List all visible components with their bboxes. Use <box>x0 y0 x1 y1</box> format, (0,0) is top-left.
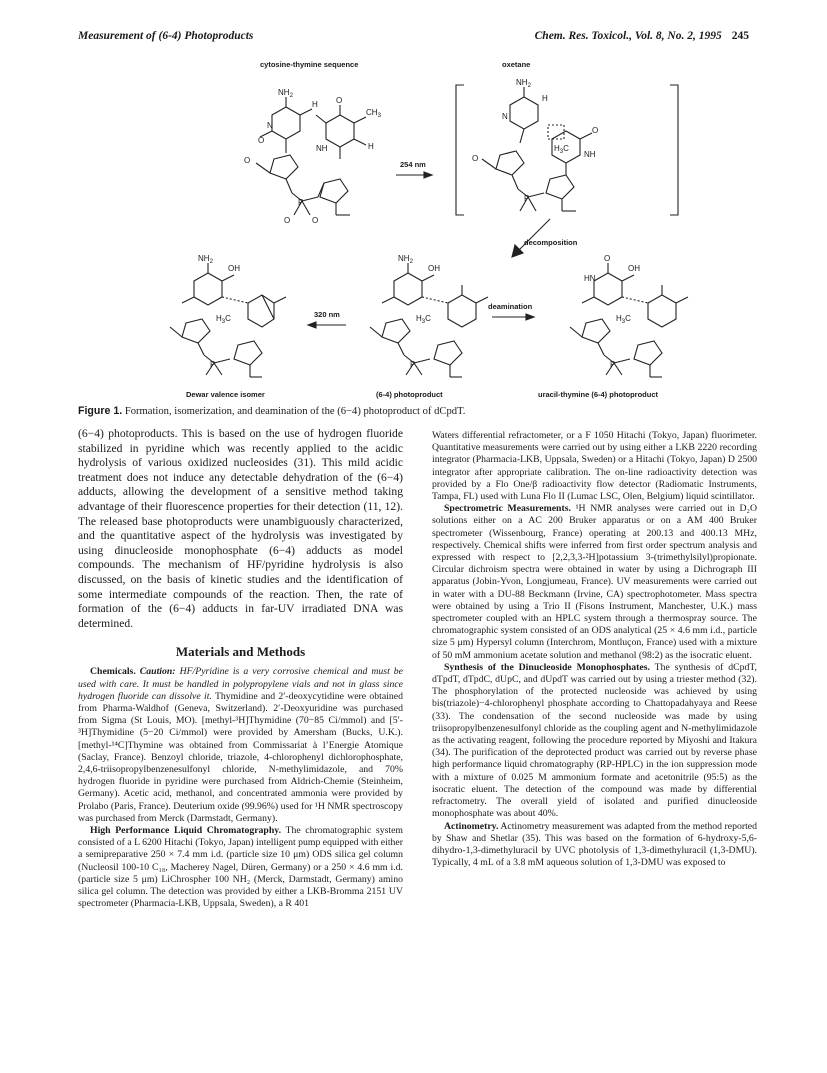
hplc-paragraph <box>78 825 403 910</box>
label-deamination: deamination <box>488 302 533 311</box>
atom-p-ox: P <box>524 194 530 203</box>
synthesis-paragraph <box>432 662 757 821</box>
atom-nh2-dw: $NH_2$ <box>198 254 213 265</box>
actinometry-text: Actinometry measurement was adapted from the method reported by Shaw and Shetlar (35). This was based on the formation of 6-hydroxy-5,6-dihydro-1,3-dimethyluracil by UVC photolysis of 1,3-dimethyluracil (1,3-DMU). Typically, 4 mL of a 3.8 mM aqueous solution of 1,3-DMU was exposed to <box>432 820 757 869</box>
atom-o: O <box>258 136 265 145</box>
intro-paragraph: (6−4) photoproducts. This is based on the use of hydrogen fluoride stabilized in pyridine which was recently applied to the acidic hydrolysis of various oxidized nucleosides (31). This mild acidic treatment does not induce any detectable dehydration of the (6−4) adducts, allowing the development of a sensitive method taking advantage of their fluorescence properties for their detection (11, 12). The released base photoproducts were unambiguously characterized, and the quantitative aspect of the hydrolysis was investigated by using dinucleoside monophosphate (6−4) adducts as model compounds. The mechanism of HF/pyridine hydrolysis is also discussed, on the basis of kinetic studies and the identification of some intermediate compounds of the reaction. Then, the rate of formation of the (6−4) adducts in far-UV irradiated DNA was determined. <box>78 427 403 630</box>
label-cytosine-thymine: cytosine-thymine sequence <box>260 60 359 69</box>
atom-p-ut: P <box>610 360 616 369</box>
journal-citation <box>535 30 749 42</box>
chemicals-heading: Chemicals. <box>90 666 136 678</box>
running-header <box>78 30 749 46</box>
caution-heading: Caution: <box>139 666 176 678</box>
atom-oh-dw: OH <box>228 264 240 273</box>
atom-p-64: P <box>410 360 416 369</box>
atom-h-thy: H <box>368 142 374 151</box>
atom-oh-64: OH <box>428 264 440 273</box>
label-dewar: Dewar valence isomer <box>186 390 265 399</box>
atom-nh-ox: NH <box>584 150 596 159</box>
atom-ch3: $CH_3$ <box>366 108 381 119</box>
continued-paragraph: Waters differential refractometer, or a F 1050 Hitachi (Tokyo, Japan) fluorimeter. Quantitative measurements were carried out by using either a LKB 2220 recording integrator (Pharmacia-LKB, Uppsala, Sweden) or a Hitachi (Tokyo, Japan) D 2500 integrator after appropriate calibration. The on-line radioactivity detection was provided by a Flo One/β radioactivity flow detector (Radiomatic Instruments, Tampa, FL) used with Luna Flo II (Lumac LSC, Olen, Belgium) liquid scintillator. <box>432 430 757 503</box>
spectrometric-text: ¹H NMR analyses were carried out in D₂O solutions either on a AC 200 Bruker apparatus or on a AM 400 Bruker spectrometer (Wissenbourg, France) operating at 200.13 and 400.13 MHz, respectively. Chemical shifts were inferred from first order spectrum analysis and expressed with respect to [2,2,3,3-²H]potassium 3-(trimethylsilyl)propionate. Circular dichroism spectra were obtained in water by using a Dichrograph III apparatus (Jobin-Yvon, Longjumeau, France). UV measurements were carried out in water with a DU-88 Beckmann (Irvine, CA) spectrophotometer. Mass spectra were obtained by using a Trio II (Fisons Instrument, Manchester, U.K.) mass spectrometer coupled with an HPLC system through a thermospray source. The chromatographic system consisted of an ODS analytical (25 × 4.6 mm i.d., particle size 5 μm) Hypersyl column (Interchrom, Montluçon, France) used with a mixture of 50 mM ammonium acetate solution and methanol (98:2) as the isocratic eluent. <box>432 503 757 661</box>
right-column <box>432 430 757 869</box>
oxetane-structure <box>482 87 592 211</box>
chemicals-text: Thymidine and 2′-deoxycytidine were obtained from Pharma-Waldhof (Geneva, Switzerland). 2′-Deoxyuridine was purchased from Sigma (St Louis, MO). [methyl-³H]Thymidine (70−85 Ci/mmol) and [5′-³H]Thymidine (5−20 Ci/mmol) were provided by Amersham (Bucks, U.K.). [methyl-¹⁴C]Thymine was obtained from Commissariat à l’Energie Atomique (Saclay, France). Benzoyl chloride, triazole, 4-chlorophenyl dichlorophosphate, 2,4,6-triisopropylbenzenesulfonyl chloride, N-methylimidazole, and 70% hydrogen fluoride in pyridine were purchased from Aldrich-Chemie (Steinheim, Germany). Acetic acid, methanol, and concentrated ammonia were provided by Prolabo (Paris, France). Deuterium oxide (99.96%) used for ¹H NMR spectroscopy was purchased from Merck (Darmstadt, Germany). <box>78 690 403 824</box>
hplc-heading: High Performance Liquid Chromatography. <box>90 825 282 836</box>
atom-h: H <box>312 100 318 109</box>
atom-p-dw: P <box>210 360 216 369</box>
atom-p: P <box>298 198 304 207</box>
label-oxetane: oxetane <box>502 60 531 69</box>
atom-o-sugar-ox: O <box>472 154 479 163</box>
dcpdt-structure <box>256 97 366 215</box>
atom-o-ut: O <box>604 254 611 263</box>
page-number: 245 <box>731 30 749 42</box>
atom-nh-thy: NH <box>316 144 328 153</box>
citation-text: Chem. Res. Toxicol., Vol. 8, No. 2, 1995 <box>534 30 722 42</box>
label-254nm: 254 nm <box>400 160 426 169</box>
atom-n-ox: N <box>502 112 508 121</box>
caution-text: HF/Pyridine is a very corrosive chemical and must be used with care. It must be handled in polypropylene vials and not in glass since hydrogen fluoride can dissolve it. <box>78 666 403 702</box>
chemicals-paragraph <box>78 666 403 825</box>
atom-nh2: $NH_2$ <box>278 88 293 99</box>
section-title: Materials and Methods <box>175 644 306 660</box>
atom-ominus: O <box>284 216 291 225</box>
caption-label: Figure 1. <box>78 405 123 417</box>
spectrometric-heading: Spectrometric Measurements. <box>444 503 571 515</box>
atom-n: N <box>267 121 273 130</box>
atom-o-sugar: O <box>244 156 251 165</box>
atom-h3c-64: $H_3C$ <box>416 314 431 325</box>
atom-h3c-ox: $H_3C$ <box>554 144 569 155</box>
atom-oh-ut: OH <box>628 264 640 273</box>
atom-h3c-ut: $H_3C$ <box>616 314 631 325</box>
hplc-text: The chromatographic system consisted of a L 6200 Hitachi (Tokyo, Japan) intelligent pump equipped with either a semipreparative 250 × 7.4 mm i.d. (particle size 10 μm) ODS silica gel column (Nucleosil 100-10 C₁₈, Macherey Nagel, Düren, Germany) or a 250 × 4.6 mm i.d. (particle size 5 μm) LiChrospher 100 NH₂ (Merck, Darmstadt, Germany) amino silica gel column. The detection was provided by either a LKB-Bromma 2151 UV spectrometer (Pharmacia-LKB, Uppsala, Sweden), a R 401 <box>78 825 403 910</box>
atom-o-ox: O <box>592 126 599 135</box>
spectrometric-paragraph <box>432 503 757 662</box>
running-title: Measurement of (6-4) Photoproducts <box>78 30 254 42</box>
actinometry-paragraph <box>432 821 757 870</box>
label-uracil-thymine: uracil-thymine (6-4) photoproduct <box>538 390 658 399</box>
atom-o-dbl: O <box>312 216 319 225</box>
atom-hn-ut: HN <box>584 274 596 283</box>
figure-1-scheme <box>78 55 758 410</box>
label-decomposition: decomposition <box>524 238 578 247</box>
synthesis-heading: Synthesis of the Dinucleoside Monophosphates. <box>444 661 650 673</box>
left-column <box>78 427 403 910</box>
caption-text: Formation, isomerization, and deamination of the (6−4) photoproduct of dCpdT. <box>124 406 466 417</box>
figure-caption <box>78 405 758 417</box>
label-320nm: 320 nm <box>314 310 340 319</box>
label-photoproduct-64: (6-4) photoproduct <box>376 390 443 399</box>
actinometry-heading: Actinometry. <box>444 820 499 832</box>
atom-nh2-64: $NH_2$ <box>398 254 413 265</box>
synthesis-text: The synthesis of dCpdT, dTpdT, dTpdC, dUpC, and dUpdT was carried out by using a triester method (32). The phosphorylation of the protected nucleoside was achieved by using bis(triazole)−4-chlorophenyl phosphate according to Chattopadahyaya and Reese (33). The condensation of the second nucleoside was made by using triisopropylbenzenesulfonyl chloride as the coupling agent and N-methylimidazole as the activating reagent, following the procedure reported by Miyoshi and Itakura (34). The purification of the deprotected product was carried out by reverse phase high performance liquid chromatography (RP-HPLC) in the ion suppression mode with a mixture of 0.025 M ammonium formate and acetonitrile (95:5) as the isocratic eluent. The detection of the compound was made by differential refractometry. The overall yield of isolated and purified dinucleoside monophosphate was about 40%. <box>432 661 757 820</box>
atom-o-thy: O <box>336 96 343 105</box>
atom-nh2-ox: $NH_2$ <box>516 78 531 89</box>
atom-h-ox: H <box>542 94 548 103</box>
atom-h3c-dw: $H_3C$ <box>216 314 231 325</box>
